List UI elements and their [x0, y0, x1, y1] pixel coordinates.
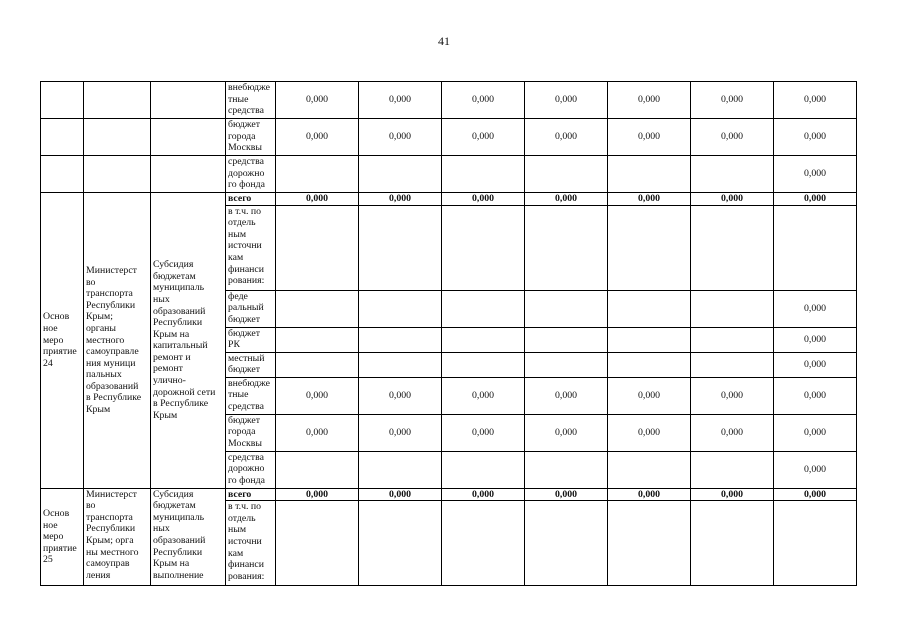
empty-cell: [41, 156, 84, 193]
value-cell: 0,000: [359, 193, 442, 206]
value-cell: [276, 327, 359, 352]
value-cell: 0,000: [774, 352, 857, 377]
value-cell: [442, 352, 525, 377]
value-cell: 0,000: [442, 414, 525, 451]
value-cell: 0,000: [276, 82, 359, 119]
value-cell: 0,000: [608, 82, 691, 119]
value-cell: 0,000: [525, 82, 608, 119]
value-cell: 0,000: [691, 193, 774, 206]
value-cell: [525, 290, 608, 327]
value-cell: [442, 327, 525, 352]
value-cell: 0,000: [359, 488, 442, 501]
value-cell: [525, 451, 608, 488]
source-cell: бюджет города Москвы: [226, 119, 276, 156]
empty-cell: [151, 119, 226, 156]
empty-cell: [41, 119, 84, 156]
value-cell: 0,000: [774, 82, 857, 119]
table-row: [41, 119, 857, 156]
value-cell: [691, 352, 774, 377]
value-cell: 0,000: [359, 377, 442, 414]
value-cell: 0,000: [525, 193, 608, 206]
value-cell: [359, 205, 442, 290]
value-cell: [442, 205, 525, 290]
value-cell: 0,000: [525, 414, 608, 451]
value-cell: 0,000: [691, 377, 774, 414]
measure-name: Основ ное меро приятие 25: [41, 488, 84, 586]
source-cell: внебюдже тные средства: [226, 377, 276, 414]
value-cell: [525, 352, 608, 377]
value-cell: [691, 205, 774, 290]
value-cell: 0,000: [774, 327, 857, 352]
value-cell: 0,000: [608, 377, 691, 414]
page-number: 41: [438, 34, 450, 48]
executor-name: Министерст во транспорта Республики Крым; органы местного самоуправле ния муници пальных образований в Республике Крым: [84, 193, 151, 489]
value-cell: 0,000: [774, 414, 857, 451]
empty-cell: [41, 82, 84, 119]
value-cell: [774, 205, 857, 290]
source-cell: местный бюджет: [226, 352, 276, 377]
empty-cell: [151, 156, 226, 193]
measure-name: Основ ное меро приятие 24: [41, 193, 84, 489]
table-row: [41, 488, 857, 501]
value-cell: 0,000: [359, 119, 442, 156]
table-row: [41, 82, 857, 119]
value-cell: 0,000: [608, 193, 691, 206]
empty-cell: [84, 119, 151, 156]
measure-description: Субсидия бюджетам муниципаль ных образований Республики Крым на выполнение: [151, 488, 226, 586]
value-cell: 0,000: [774, 156, 857, 193]
value-cell: 0,000: [442, 377, 525, 414]
value-cell: 0,000: [774, 193, 857, 206]
value-cell: [525, 205, 608, 290]
value-cell: [359, 501, 442, 586]
value-cell: 0,000: [442, 193, 525, 206]
value-cell: 0,000: [608, 488, 691, 501]
source-cell: в т.ч. по отдель ным источни кам финанси рования:: [226, 205, 276, 290]
value-cell: 0,000: [691, 488, 774, 501]
value-cell: [691, 290, 774, 327]
budget-table: [40, 81, 857, 586]
source-cell: средства дорожно го фонда: [226, 451, 276, 488]
value-cell: [276, 156, 359, 193]
value-cell: 0,000: [276, 488, 359, 501]
value-cell: [276, 352, 359, 377]
empty-cell: [84, 156, 151, 193]
value-cell: [691, 501, 774, 586]
value-cell: [276, 205, 359, 290]
value-cell: 0,000: [359, 414, 442, 451]
value-cell: [608, 290, 691, 327]
value-cell: [608, 205, 691, 290]
executor-name: Министерст во транспорта Республики Крым; орга ны местного самоуправ ления: [84, 488, 151, 586]
value-cell: [774, 501, 857, 586]
value-cell: [608, 451, 691, 488]
source-cell: внебюдже тные средства: [226, 82, 276, 119]
value-cell: 0,000: [774, 451, 857, 488]
value-cell: [691, 451, 774, 488]
value-cell: 0,000: [691, 414, 774, 451]
value-cell: 0,000: [774, 488, 857, 501]
value-cell: 0,000: [525, 488, 608, 501]
value-cell: [276, 451, 359, 488]
value-cell: [442, 451, 525, 488]
value-cell: 0,000: [276, 193, 359, 206]
value-cell: 0,000: [442, 119, 525, 156]
value-cell: 0,000: [691, 82, 774, 119]
value-cell: 0,000: [276, 414, 359, 451]
value-cell: [442, 501, 525, 586]
value-cell: [525, 327, 608, 352]
value-cell: 0,000: [276, 119, 359, 156]
value-cell: 0,000: [442, 82, 525, 119]
value-cell: [442, 290, 525, 327]
value-cell: [691, 327, 774, 352]
value-cell: [608, 352, 691, 377]
value-cell: [608, 156, 691, 193]
table-row: [41, 193, 857, 206]
value-cell: 0,000: [359, 82, 442, 119]
source-cell: феде ральный бюджет: [226, 290, 276, 327]
value-cell: [608, 327, 691, 352]
measure-description: Субсидия бюджетам муниципаль ных образований Республики Крым на капитальный ремонт и ремонт улично- дорожной сети в Республике Крым: [151, 193, 226, 489]
value-cell: 0,000: [276, 377, 359, 414]
value-cell: [359, 156, 442, 193]
value-cell: [276, 501, 359, 586]
table-row: [41, 156, 857, 193]
value-cell: [359, 451, 442, 488]
empty-cell: [84, 82, 151, 119]
value-cell: 0,000: [525, 377, 608, 414]
source-cell: бюджет РК: [226, 327, 276, 352]
value-cell: [359, 352, 442, 377]
value-cell: 0,000: [608, 119, 691, 156]
value-cell: 0,000: [774, 377, 857, 414]
value-cell: [359, 290, 442, 327]
value-cell: [691, 156, 774, 193]
value-cell: [608, 501, 691, 586]
value-cell: 0,000: [525, 119, 608, 156]
source-cell: всего: [226, 193, 276, 206]
source-cell: в т.ч. по отдель ным источни кам финанси рования:: [226, 501, 276, 586]
empty-cell: [151, 82, 226, 119]
value-cell: [359, 327, 442, 352]
value-cell: [525, 501, 608, 586]
source-cell: бюджет города Москвы: [226, 414, 276, 451]
value-cell: 0,000: [774, 290, 857, 327]
value-cell: [525, 156, 608, 193]
value-cell: 0,000: [442, 488, 525, 501]
source-cell: средства дорожно го фонда: [226, 156, 276, 193]
value-cell: 0,000: [774, 119, 857, 156]
value-cell: [442, 156, 525, 193]
value-cell: 0,000: [691, 119, 774, 156]
value-cell: 0,000: [608, 414, 691, 451]
value-cell: [276, 290, 359, 327]
source-cell: всего: [226, 488, 276, 501]
